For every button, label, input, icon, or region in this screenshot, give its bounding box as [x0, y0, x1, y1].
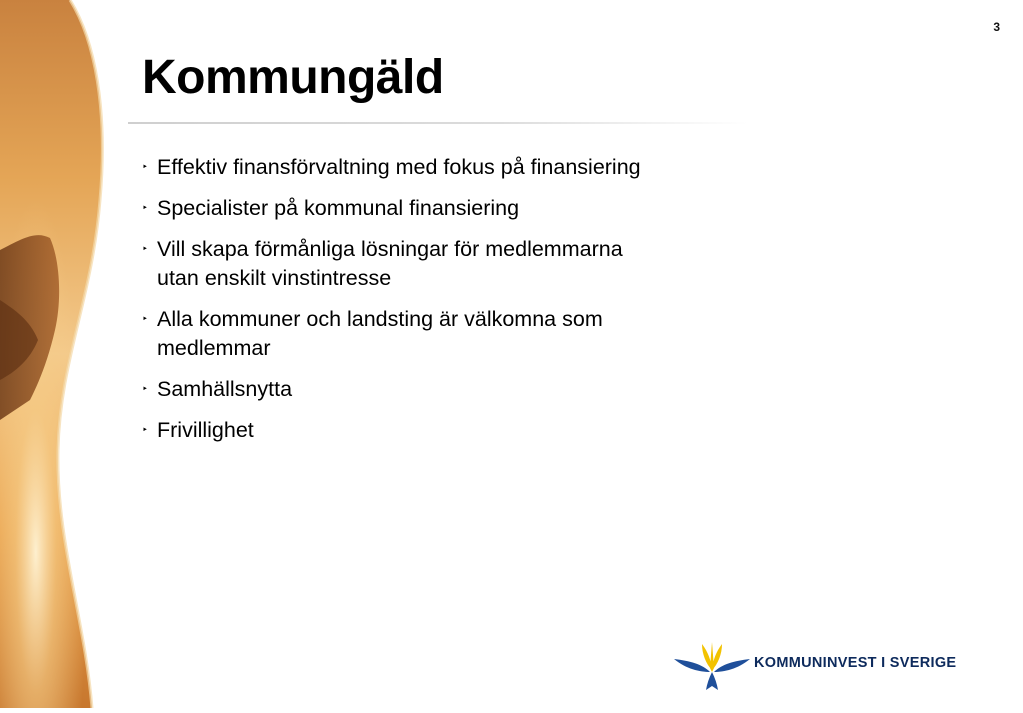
- bullet-marker-icon: ‣: [142, 244, 148, 255]
- bullet-text: Samhällsnytta: [157, 377, 293, 401]
- bullet-marker-icon: ‣: [142, 203, 148, 214]
- logo-wordmark: KOMMUNINVEST I SVERIGE: [754, 655, 957, 671]
- bullet-list: [142, 153, 642, 457]
- bullet-item: [142, 375, 642, 404]
- bullet-text: Frivillighet: [157, 418, 254, 442]
- decorative-landscape-image: [0, 0, 140, 708]
- bullet-item: [142, 235, 642, 293]
- title-divider: [128, 122, 748, 124]
- bullet-marker-icon: ‣: [142, 162, 148, 173]
- bullet-marker-icon: ‣: [142, 425, 148, 436]
- bullet-item: [142, 305, 642, 363]
- bullet-item: [142, 416, 642, 445]
- bullet-text: Effektiv finansförvaltning med fokus på finansiering: [157, 155, 641, 179]
- bullet-marker-icon: ‣: [142, 314, 148, 325]
- bullet-item: [142, 194, 642, 223]
- bullet-text: Specialister på kommunal finansiering: [157, 196, 520, 220]
- slide-title: Kommungäld: [142, 51, 444, 104]
- logo-emblem-icon: [672, 642, 752, 692]
- kommuninvest-logo: [672, 642, 1002, 692]
- bullet-marker-icon: ‣: [142, 384, 148, 395]
- bullet-text: Vill skapa förmånliga lösningar för medlemmarna utan enskilt vinstintresse: [157, 237, 623, 290]
- page-number: 3: [993, 20, 1000, 34]
- bullet-item: [142, 153, 642, 182]
- bullet-text: Alla kommuner och landsting är välkomna som medlemmar: [157, 307, 603, 360]
